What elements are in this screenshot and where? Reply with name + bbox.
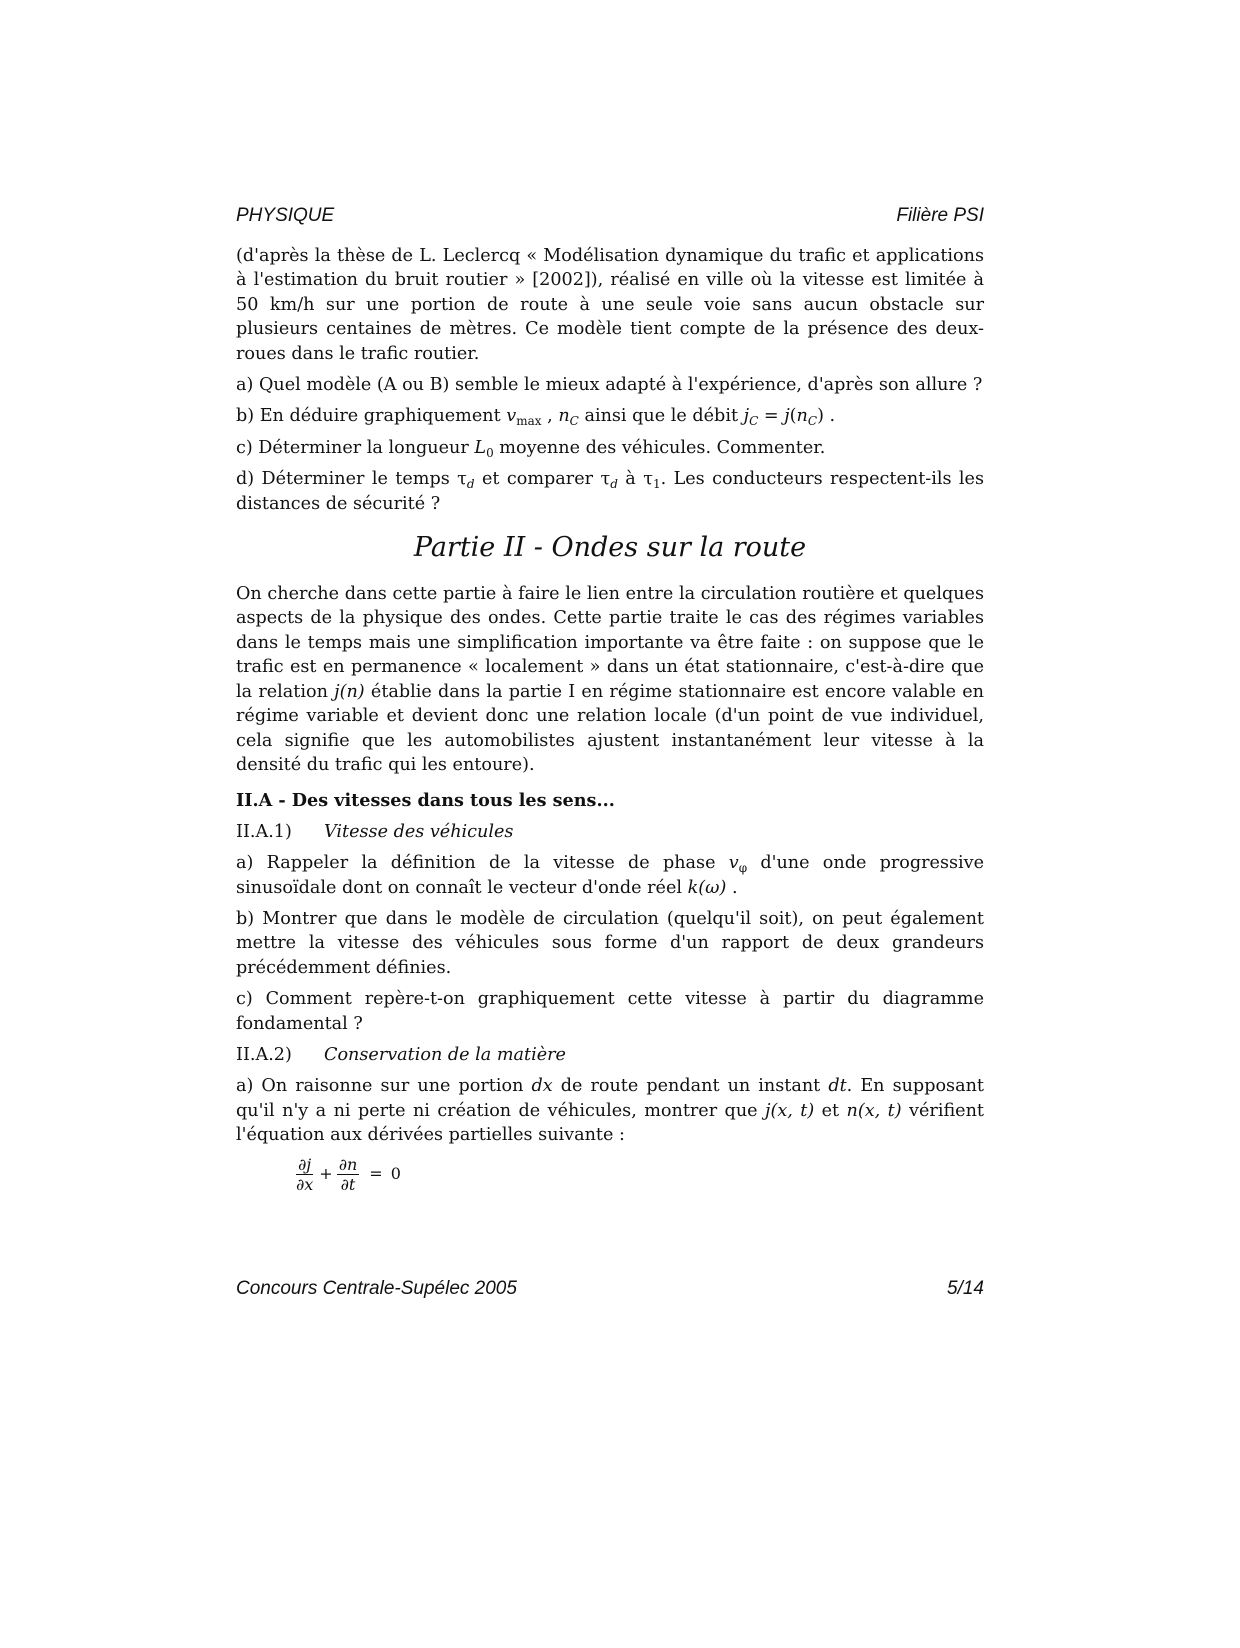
- page-body: [236, 244, 984, 1194]
- intro-paragraph: (d'après la thèse de L. Leclercq « Modélisation dynamique du trafic et applications à l'estimation du bruit routier » [2002]), réalisé en ville où la vitesse est limitée à 50 km/h sur une portion de route à une seule voie sans aucun obstacle sur plusieurs centaines de mètres. Ce modèle tient compte de la présence des deux-roues dans le trafic routier.: [236, 246, 984, 364]
- section-title: II.A - Des vitesses dans tous les sens...: [236, 790, 615, 812]
- equation-rhs: 0: [390, 1163, 401, 1183]
- subquestion-b: b) Montrer que dans le modèle de circulation (quelqu'il soit), on peut également mettre la vitesse des véhicules sous forme d'un rapport de deux grandeurs précédemment définies.: [236, 908, 984, 978]
- header-track: Filière PSI: [896, 205, 984, 226]
- header-subject: PHYSIQUE: [236, 205, 335, 226]
- plus-sign: +: [319, 1163, 333, 1183]
- page-header: [236, 205, 984, 227]
- equals-sign: =: [369, 1163, 383, 1183]
- footer-contest: Concours Centrale-Supélec 2005: [236, 1278, 517, 1299]
- question-b: b) En déduire graphiquement $v_{max}$ , $n_C$ ainsi que le débit $j_C = j(n_C)$ .: [236, 406, 836, 429]
- subquestion-a: a) Rappeler la définition de la vitesse de phase $v_\varphi$ d'une onde progressive sinusoïdale dont on connaît le vecteur d'onde réel k(ω) .: [236, 853, 984, 898]
- part-intro: On cherche dans cette partie à faire le lien entre la circulation routière et quelques aspects de la physique des ondes. Cette partie traite le cas des régimes variables dans le temps mais une simplification importante va être faite : on suppose que le trafic est en permanence « localement » dans un état stationnaire, c'est-à-dire que la relation j(n) établie dans la partie I en régime stationnaire est encore valable en régime variable et devient donc une relation locale (d'un point de vue individuel, cela signifie que les automobilistes ajustent instantanément leur vitesse à la densité du trafic qui les entoure).: [236, 584, 984, 775]
- subquestion-c: c) Comment repère-t-on graphiquement cette vitesse à partir du diagramme fondamental ?: [236, 989, 984, 1034]
- page-footer: [236, 1278, 984, 1300]
- fraction-dn-dt: $\frac{\partial n}{\partial t}$: [338, 1154, 358, 1194]
- conservation-equation: [294, 1155, 984, 1194]
- fraction-dj-dx: $\frac{\partial j}{\partial x}$: [296, 1154, 314, 1194]
- part-title: Partie II - Ondes sur la route: [413, 532, 807, 564]
- question-a: a) Quel modèle (A ou B) semble le mieux adapté à l'expérience, d'après son allure ?: [236, 375, 983, 396]
- subquestion-a2: a) On raisonne sur une portion dx de route pendant un instant dt. En supposant qu'il n'y a ni perte ni création de véhicules, montrer que j(x, t) et n(x, t) vérifient l'équation aux dérivées partielles suivante :: [236, 1076, 984, 1146]
- question-d: d) Déterminer le temps $\tau_d$ et comparer $\tau_d$ à $\tau_1$. Les conducteurs respectent-ils les distances de sécurité ?: [236, 469, 984, 514]
- subsection-1-heading: II.A.1) Vitesse des véhicules: [236, 821, 514, 842]
- page-number: 5/14: [947, 1278, 984, 1299]
- subsection-2-heading: II.A.2) Conservation de la matière: [236, 1044, 566, 1065]
- question-c: c) Déterminer la longueur $L_0$ moyenne des véhicules. Commenter.: [236, 437, 826, 460]
